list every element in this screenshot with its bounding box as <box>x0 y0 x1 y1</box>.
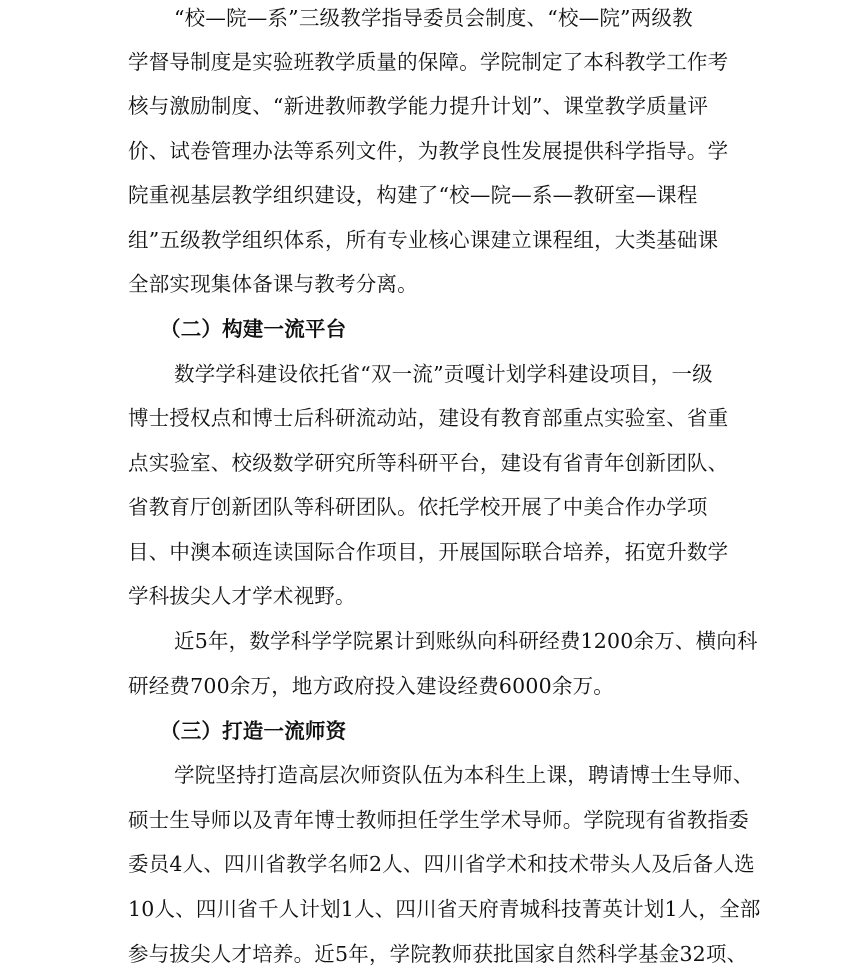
paragraph-line: 近5年，数学科学学院累计到账纵向科研经费1200余万、横向科 <box>174 629 758 653</box>
paragraph-line: 价、试卷管理办法等系列文件，为教学良性发展提供科学指导。学 <box>128 139 729 163</box>
paragraph-line: 数学学科建设依托省“双一流”贡嘎计划学科建设项目，一级 <box>174 362 713 386</box>
paragraph-line: 院重视基层教学组织建设，构建了“校—院—系—教研室—课程 <box>128 183 698 207</box>
section-heading: （二）构建一流平台 <box>160 317 347 341</box>
paragraph-line: 博士授权点和博士后科研流动站，建设有教育部重点实验室、省重 <box>128 406 729 430</box>
paragraph-line: 硕士生导师以及青年博士教师担任学生学术导师。学院现有省教指委 <box>128 808 749 832</box>
paragraph-line: 省教育厅创新团队等科研团队。依托学校开展了中美合作办学项 <box>128 495 708 519</box>
paragraph-line: 组”五级教学组织体系，所有专业核心课建立课程组，大类基础课 <box>128 228 719 252</box>
section-heading: （三）打造一流师资 <box>160 719 347 743</box>
paragraph-line: 委员4人、四川省教学名师2人、四川省学术和技术带头人及后备人选 <box>128 852 755 876</box>
paragraph-line: 核与激励制度、“新进教师教学能力提升计划”、课堂教学质量评 <box>128 94 709 118</box>
paragraph-line: 学督导制度是实验班教学质量的保障。学院制定了本科教学工作考 <box>128 50 729 74</box>
paragraph-line: 点实验室、校级数学研究所等科研平台，建设有省青年创新团队、 <box>128 451 729 475</box>
paragraph-line: 学院坚持打造高层次师资队伍为本科生上课，聘请博士生导师、 <box>174 763 754 787</box>
paragraph-line: 目、中澳本硕连读国际合作项目，开展国际联合培养，拓宽升数学 <box>128 540 729 564</box>
paragraph-line: 研经费700余万，地方政府投入建设经费6000余万。 <box>128 674 614 698</box>
paragraph-line: 全部实现集体备课与教考分离。 <box>128 272 418 296</box>
paragraph-line: 参与拔尖人才培养。近5年，学院教师获批国家自然科学基金32项、 <box>128 942 748 966</box>
paragraph-line: 10人、四川省千人计划1人、四川省天府青城科技菁英计划1人，全部 <box>128 897 761 921</box>
paragraph-line: 学科拔尖人才学术视野。 <box>128 584 356 608</box>
paragraph-line: “校—院—系”三级教学指导委员会制度、“校—院”两级教 <box>174 6 693 30</box>
